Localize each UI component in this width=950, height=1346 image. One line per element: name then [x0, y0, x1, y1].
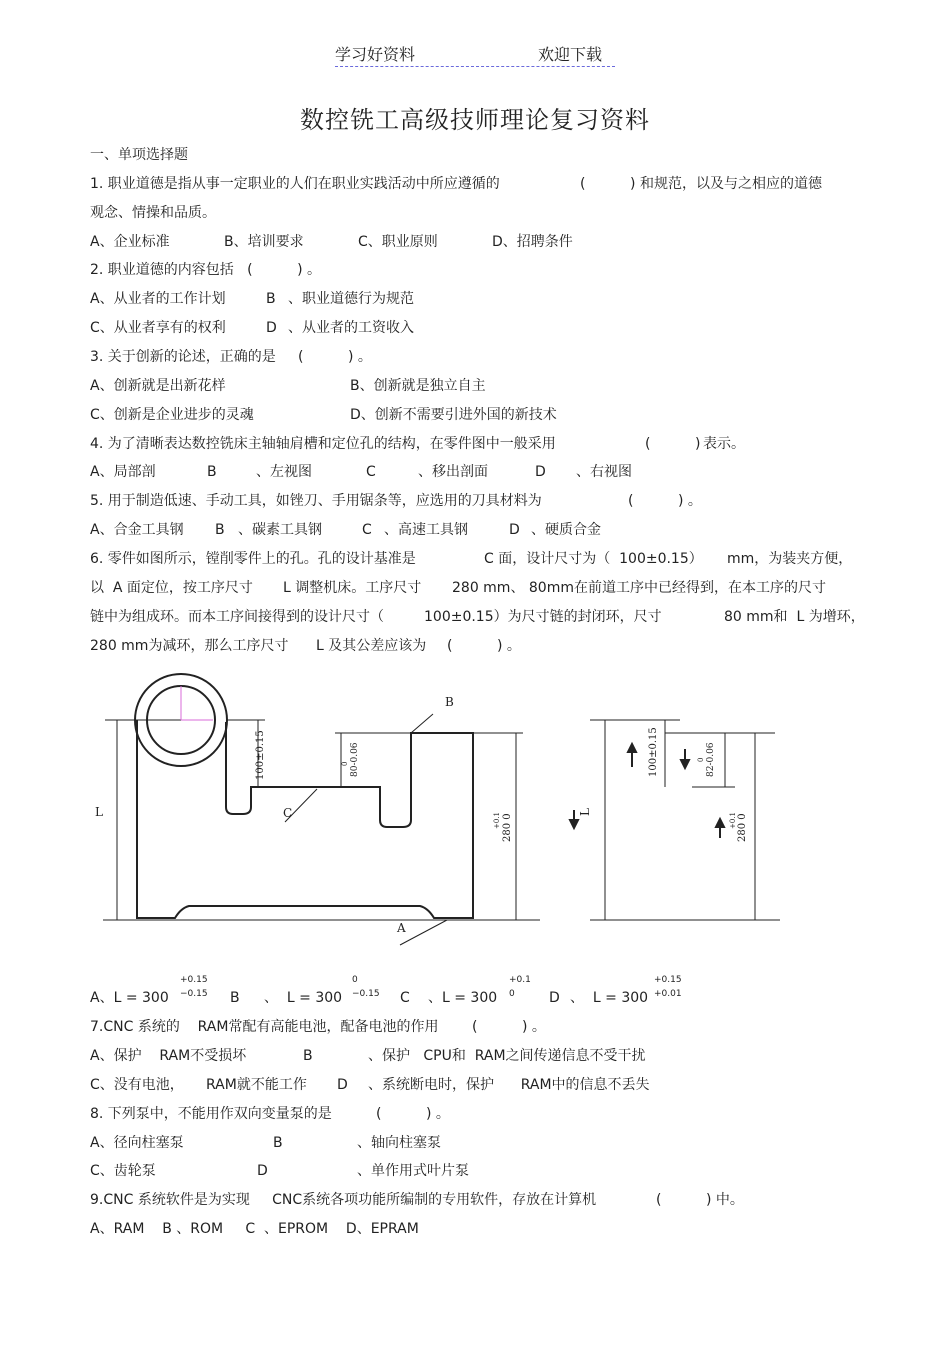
- chain-dim-100: 100±0.15: [648, 727, 659, 777]
- q6-answer-a-lower: −0.15: [180, 989, 208, 999]
- q2-option-d-letter: D: [266, 320, 277, 336]
- fig-label-b: B: [445, 695, 454, 709]
- fig-dim-80-sup: 0: [341, 761, 349, 766]
- fig-dim-80: 80-0.06: [350, 742, 360, 777]
- chain-dim-280: 280 0: [737, 813, 748, 842]
- q4-option-b-letter: B: [207, 464, 217, 480]
- q6-answer-a-upper: +0.15: [180, 975, 208, 985]
- q6-line2-b: L 调整机床。工序尺寸: [283, 580, 422, 596]
- question-7: 7.CNC 系统的 RAM常配有高能电池，配备电池的作用: [90, 1019, 439, 1035]
- q6-line3: 链中为组成环。而本工序间接得到的设计尺寸（: [90, 609, 384, 625]
- q6-line3-b: 100±0.15）为尺寸链的封闭环，尺寸: [424, 609, 662, 625]
- q2-option-b-letter: B: [266, 291, 276, 307]
- q8-option-b-letter: B: [273, 1135, 283, 1151]
- chain-dim-280-sup: +0.1: [729, 812, 737, 829]
- q6-line1-c: mm，为装夹方便，: [727, 551, 853, 567]
- q6-answer-b: 、 L = 300: [264, 990, 343, 1006]
- q1-option-a: A、企业标准: [90, 234, 170, 250]
- q3-option-c: C、创新是企业进步的灵魂: [90, 407, 254, 423]
- q6-answer-a: A、L = 300: [90, 990, 169, 1006]
- q9-options: A、RAM B 、ROM C 、EPROM D、EPRAM: [90, 1221, 419, 1237]
- q6-answer-d: 、 L = 300: [570, 990, 649, 1006]
- q1-option-c: C、职业原则: [358, 234, 438, 250]
- fig-label-l: L: [95, 805, 103, 819]
- chain-label-l: L: [578, 808, 592, 816]
- q5-option-b-letter: B: [215, 522, 225, 538]
- q2-option-d: 、从业者的工资收入: [288, 320, 414, 336]
- q7-option-d-letter: D: [337, 1077, 348, 1093]
- q3-option-a: A、创新就是出新花样: [90, 378, 226, 394]
- q4-option-b: 、左视图: [256, 464, 312, 480]
- q5-option-d-letter: D: [509, 522, 520, 538]
- q6-line2: 以 A 面定位，按工序尺寸: [90, 580, 253, 596]
- q7-option-b-letter: B: [303, 1048, 313, 1064]
- document-title: 数控铣工高级技师理论复习资料: [300, 106, 650, 134]
- q8-option-b: 、轴向柱塞泵: [357, 1135, 441, 1151]
- page-header: [335, 42, 615, 67]
- q4-tail: 表示。: [703, 436, 745, 452]
- q1-option-d: D、招聘条件: [492, 234, 573, 250]
- q1-option-b: B、培训要求: [224, 234, 304, 250]
- question-4: 4. 为了清晰表达数控铣床主轴轴肩槽和定位孔的结构，在零件图中一般采用: [90, 436, 556, 452]
- q6-answer-d-lower: +0.01: [654, 989, 682, 999]
- q5-option-c: 、高速工具钢: [384, 522, 468, 538]
- q6-answer-d-upper: +0.15: [654, 975, 682, 985]
- fig-dim-100: 100±0.15: [255, 730, 266, 780]
- q4-option-d: 、右视图: [576, 464, 632, 480]
- q8-option-d: 、单作用式叶片泵: [357, 1163, 469, 1179]
- q3-option-d: D、创新不需要引进外国的新技术: [350, 407, 557, 423]
- q6-answer-c-upper: +0.1: [509, 975, 531, 985]
- fig-label-a: A: [397, 921, 406, 935]
- q3-option-b: B、创新就是独立自主: [350, 378, 486, 394]
- q6-answer-c-letter: C: [400, 990, 410, 1006]
- q8-option-d-letter: D: [257, 1163, 268, 1179]
- question-3: 3. 关于创新的论述，正确的是 ( ) 。: [90, 349, 372, 365]
- q6-line2-c: 280 mm、 80mm在前道工序中已经得到，在本工序的尺寸: [452, 580, 826, 596]
- fig-dim-280: 280 0: [502, 813, 513, 842]
- fig-label-c: C: [283, 806, 293, 820]
- section-heading: 一、单项选择题: [90, 147, 188, 163]
- q6-line4-b: L 及其公差应该为: [316, 638, 427, 654]
- q6-answer-c-lower: 0: [509, 989, 515, 999]
- q1-line1-tail: 和规范，以及与之相应的道德: [640, 176, 822, 192]
- q6-answer-b-lower: −0.15: [352, 989, 380, 999]
- q1-line2: 观念、情操和品质。: [90, 205, 216, 221]
- q2-option-b: 、职业道德行为规范: [288, 291, 414, 307]
- q7-option-c: C、没有电池， RAM就不能工作: [90, 1077, 307, 1093]
- q6-answer-c: 、L = 300: [428, 990, 498, 1006]
- q6-answer-d-letter: D: [549, 990, 560, 1006]
- q5-option-c-letter: C: [362, 522, 372, 538]
- fig-dim-280-sup: +0.1: [493, 812, 501, 829]
- q4-option-d-letter: D: [535, 464, 546, 480]
- chain-dim-82: 82-0.06: [706, 742, 716, 777]
- q8-option-c: C、齿轮泵: [90, 1163, 156, 1179]
- q5-option-a: A、合金工具钢: [90, 522, 184, 538]
- q5-answer-paren: ( ) 。: [628, 493, 702, 509]
- q6-line4-c: ( ) 。: [447, 638, 521, 654]
- q4-answer-paren: ( ): [645, 436, 701, 452]
- q7-option-d: 、系统断电时，保护 RAM中的信息不丢失: [368, 1077, 650, 1093]
- q8-answer-paren: ( ) 。: [376, 1106, 450, 1122]
- q1-answer-paren: ( ): [580, 176, 636, 192]
- q8-option-a: A、径向柱塞泵: [90, 1135, 184, 1151]
- question-8: 8. 下列泵中，不能用作双向变量泵的是: [90, 1106, 332, 1122]
- question-9: 9.CNC 系统软件是为实现 CNC系统各项功能所编制的专用软件，存放在计算机: [90, 1192, 597, 1208]
- question-6: 6. 零件如图所示，镗削零件上的孔。孔的设计基准是: [90, 551, 416, 567]
- q7-option-b: 、保护 CPU和 RAM之间传递信息不受干扰: [368, 1048, 646, 1064]
- q5-option-d: 、硬质合金: [531, 522, 601, 538]
- q4-option-c: 、移出剖面: [418, 464, 488, 480]
- q6-line1-b: C 面，设计尺寸为（ 100±0.15）: [484, 551, 703, 567]
- header-right: 欢迎下载: [538, 45, 603, 64]
- q6-answer-b-letter: B: [230, 990, 240, 1006]
- part-drawing: [95, 662, 785, 952]
- question-2: 2. 职业道德的内容包括 ( ) 。: [90, 262, 322, 278]
- q2-option-c: C、从业者享有的权利: [90, 320, 226, 336]
- q4-option-a: A、局部剖: [90, 464, 156, 480]
- chain-dim-82-sup: 0: [697, 757, 705, 762]
- q6-line4: 280 mm为减环，那么工序尺寸: [90, 638, 289, 654]
- q4-option-c-letter: C: [366, 464, 376, 480]
- q6-answer-b-upper: 0: [352, 975, 358, 985]
- q5-option-b: 、碳素工具钢: [238, 522, 322, 538]
- q9-answer-paren: ( ) 中。: [656, 1192, 744, 1208]
- q6-line3-c: 80 mm和 L 为增环，: [724, 609, 865, 625]
- question-5: 5. 用于制造低速、手动工具，如锉刀、手用锯条等，应选用的刀具材料为: [90, 493, 542, 509]
- q7-option-a: A、保护 RAM不受损坏: [90, 1048, 247, 1064]
- question-1: 1. 职业道德是指从事一定职业的人们在职业实践活动中所应遵循的: [90, 176, 500, 192]
- q2-option-a: A、从业者的工作计划: [90, 291, 226, 307]
- header-left: 学习好资料: [335, 45, 416, 64]
- q7-answer-paren: ( ) 。: [472, 1019, 546, 1035]
